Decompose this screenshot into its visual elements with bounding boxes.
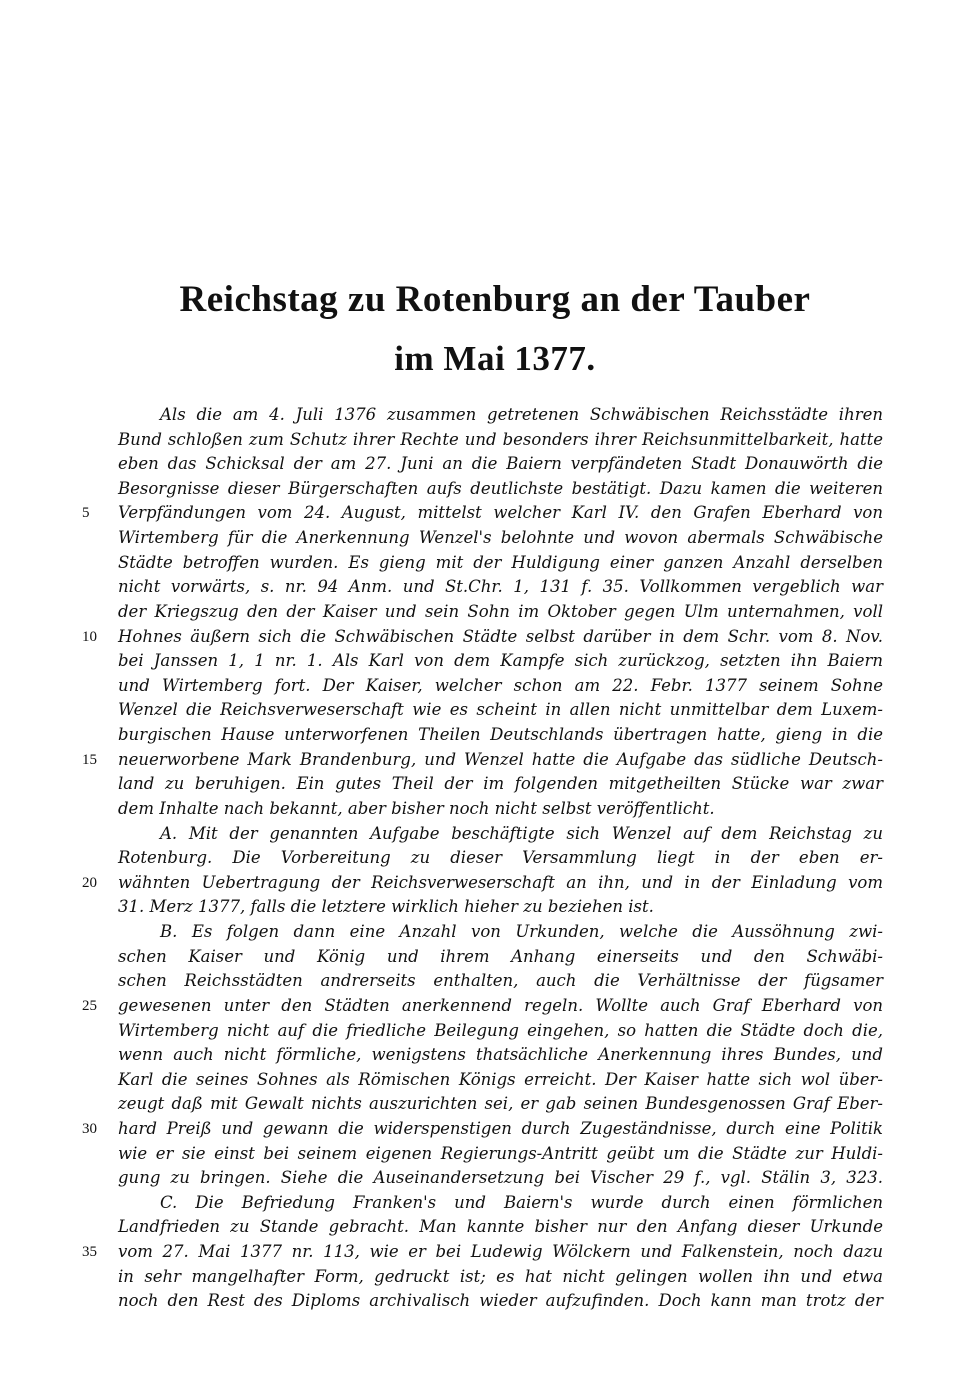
text-line: gung zu bringen. Siehe die Auseinandersetzung bei Vischer 29 f., vgl. Stälin 3, 323. bbox=[118, 1168, 883, 1187]
text-line: Landfrieden zu Stande gebracht. Man kannte bisher nur den Anfang dieser Urkunde bbox=[118, 1217, 883, 1236]
text-line: dem Inhalte nach bekannt, aber bisher noch nicht selbst veröffentlicht. bbox=[118, 799, 715, 818]
text-line: bei Janssen 1, 1 nr. 1. Als Karl von dem Kampfe sich zurückzog, setzten ihn Baiern bbox=[118, 651, 883, 670]
margin-line-number: 30 bbox=[82, 1121, 97, 1137]
text-line: zeugt daß mit Gewalt nichts auszurichten sei, er gab seinen Bundesgenossen Graf Eber- bbox=[118, 1094, 883, 1113]
text-line: der Kriegszug den der Kaiser und sein Sohn im Oktober gegen Ulm unternahmen, voll bbox=[118, 602, 883, 621]
text-line: schen Reichsstädten andrerseits enthalten, auch die Verhältnisse der fügsamer bbox=[118, 971, 883, 990]
text-line: und Wirtemberg fort. Der Kaiser, welcher schon am 22. Febr. 1377 seinem Sohne bbox=[118, 676, 883, 695]
text-line: hard Preiß und gewann die widerspenstigen durch Zugeständnisse, durch eine Politik bbox=[118, 1119, 883, 1138]
text-line: vom 27. Mai 1377 nr. 113, wie er bei Ludewig Wölckern und Falkenstein, noch dazu bbox=[118, 1242, 883, 1261]
text-line: Bund schloßen zum Schutz ihrer Rechte und besonders ihrer Reichsunmittelbarkeit, hatte bbox=[118, 430, 883, 449]
text-line: Besorgnisse dieser Bürgerschaften aufs deutlichste bestätigt. Dazu kamen die weiteren bbox=[118, 479, 883, 498]
text-line: Wirtemberg nicht auf die friedliche Beilegung eingehen, so hatten die Städte doch die, bbox=[118, 1021, 883, 1040]
text-line: wie er sie einst bei seinem eigenen Regierungs-Antritt geübt um die Städte zur Huldi- bbox=[118, 1144, 883, 1163]
text-line: nicht vorwärts, s. nr. 94 Anm. und St.Chr. 1, 131 f. 35. Vollkommen vergeblich war bbox=[118, 577, 883, 596]
text-line: B. Es folgen dann eine Anzahl von Urkunden, welche die Aussöhnung zwi- bbox=[160, 922, 883, 941]
text-line: noch den Rest des Diploms archivalisch wieder aufzufinden. Doch kann man trotz der bbox=[118, 1291, 883, 1310]
text-line: land zu beruhigen. Ein gutes Theil der im folgenden mitgetheilten Stücke war zwar bbox=[118, 774, 883, 793]
text-line: Wenzel die Reichsverweserschaft wie es scheint in allen nicht unmittelbar dem Luxem- bbox=[118, 700, 883, 719]
text-line: Hohnes äußern sich die Schwäbischen Städte selbst darüber in dem Schr. vom 8. Nov. bbox=[118, 627, 883, 646]
text-line: wähnten Uebertragung der Reichsverweserschaft an ihn, und in der Einladung vom bbox=[118, 873, 883, 892]
text-line: Wirtemberg für die Anerkennung Wenzel's belohnte und wovon abermals Schwäbische bbox=[118, 528, 883, 547]
page-subtitle-date: im Mai 1377. bbox=[394, 339, 596, 378]
text-line: Städte betroffen wurden. Es gieng mit der Huldigung einer ganzen Anzahl derselben bbox=[118, 553, 883, 572]
text-line: wenn auch nicht förmliche, wenigstens thatsächliche Anerkennung ihres Bundes, und bbox=[118, 1045, 883, 1064]
margin-line-number: 5 bbox=[82, 505, 90, 521]
margin-line-number: 20 bbox=[82, 875, 97, 891]
text-line: eben das Schicksal der am 27. Juni an die Baiern verpfändeten Stadt Donauwörth die bbox=[118, 454, 883, 473]
text-line: Karl die seines Sohnes als Römischen Königs erreicht. Der Kaiser hatte sich wol über- bbox=[118, 1070, 883, 1089]
text-line: gewesenen unter den Städten anerkennend regeln. Wollte auch Graf Eberhard von bbox=[118, 996, 883, 1015]
text-line: in sehr mangelhafter Form, gedruckt ist; es hat nicht gelingen wollen ihn und etwa bbox=[118, 1267, 883, 1286]
page-title: Reichstag zu Rotenburg an der Tauber bbox=[179, 279, 811, 320]
text-line: schen Kaiser und König und ihrem Anhang einerseits und den Schwäbi- bbox=[118, 947, 883, 966]
margin-line-number: 15 bbox=[82, 752, 97, 768]
text-line: burgischen Hause unterworfenen Theilen Deutschlands übertragen hatte, gieng in die bbox=[118, 725, 883, 744]
text-line: Verpfändungen vom 24. August, mittelst welcher Karl IV. den Grafen Eberhard von bbox=[118, 503, 883, 522]
text-line: 31. Merz 1377, falls die letztere wirklich hieher zu beziehen ist. bbox=[118, 897, 654, 916]
text-line: Rotenburg. Die Vorbereitung zu dieser Versammlung liegt in der eben er- bbox=[118, 848, 883, 867]
margin-line-number: 10 bbox=[82, 629, 97, 645]
margin-line-number: 35 bbox=[82, 1244, 97, 1260]
text-line: neuerworbene Mark Brandenburg, und Wenzel hatte die Aufgabe das südliche Deutsch- bbox=[118, 750, 883, 769]
text-line: Als die am 4. Juli 1376 zusammen getretenen Schwäbischen Reichsstädte ihren bbox=[160, 405, 883, 424]
margin-line-number: 25 bbox=[82, 998, 97, 1014]
text-line: C. Die Befriedung Franken's und Baiern's wurde durch einen förmlichen bbox=[160, 1193, 883, 1212]
text-line: A. Mit der genannten Aufgabe beschäftigte sich Wenzel auf dem Reichstag zu bbox=[160, 824, 883, 843]
